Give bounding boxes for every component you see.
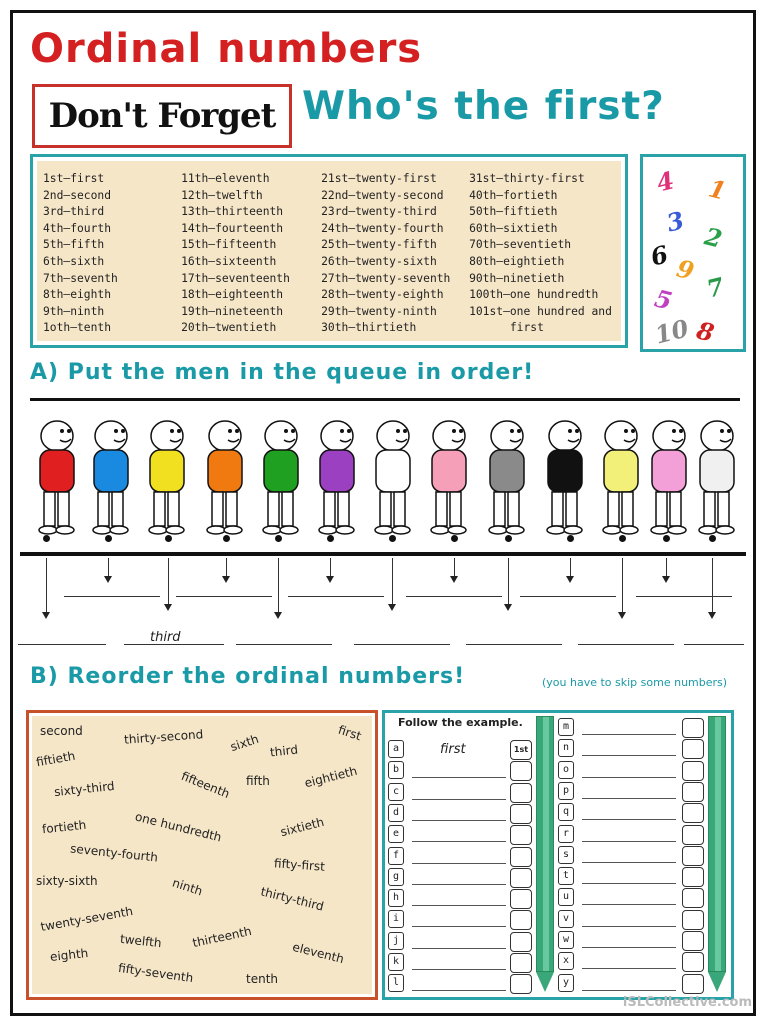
number-box[interactable] — [682, 825, 704, 845]
ordinal-entry: 17th—seventeenth — [181, 271, 290, 285]
word-bank-word: fiftieth — [35, 748, 77, 770]
word-bank-word: tenth — [246, 972, 279, 986]
queue-dot — [709, 535, 716, 542]
answer-line[interactable] — [582, 841, 676, 842]
word-bank-word: eleventh — [291, 939, 346, 967]
digit-3: 3 — [663, 205, 687, 238]
word-bank-word: sixtieth — [278, 814, 326, 840]
ordinal-entry: 20th—twentieth — [181, 321, 277, 335]
ordinal-entry: 5th—fifth — [43, 238, 105, 252]
queue-person — [32, 418, 82, 538]
letter-box-v: v — [558, 910, 574, 928]
watermark: iSLCollective.com — [622, 995, 752, 1010]
queue-arrow-line — [666, 558, 667, 576]
ordinal-entry: 2nd—second — [43, 188, 112, 202]
word-bank-word: eighth — [49, 946, 89, 964]
ordinal-entry: 11th—eleventh — [181, 172, 270, 185]
ordinal-entry: 60th—sixtieth — [469, 221, 558, 235]
arrow-down-icon — [104, 576, 112, 583]
answer-line[interactable] — [412, 863, 506, 864]
number-box[interactable] — [682, 803, 704, 823]
page-title: Ordinal numbers — [30, 26, 423, 72]
word-bank-word: thirty-second — [123, 727, 204, 747]
number-box[interactable] — [682, 867, 704, 887]
ordinal-entry: 1oth—tenth — [43, 321, 112, 335]
queue-arrow-line — [570, 558, 571, 576]
word-bank-word: twenty-seventh — [39, 903, 134, 935]
word-bank-word: sixty-sixth — [36, 874, 98, 888]
number-box[interactable] — [510, 910, 532, 930]
ordinal-entry: 50th—fiftieth — [469, 205, 558, 219]
ordinal-entry: 8th—eighth — [43, 288, 112, 302]
ordinal-entry: 9th—ninth — [43, 304, 105, 318]
section-b-note: (you have to skip some numbers) — [542, 676, 728, 689]
number-box[interactable] — [510, 761, 532, 781]
pencil-right-icon — [708, 716, 726, 972]
answer-blank-line[interactable] — [354, 644, 450, 645]
word-bank-box — [26, 710, 378, 1000]
answer-line[interactable] — [412, 884, 506, 885]
answer-line[interactable] — [582, 862, 676, 863]
ordinal-entry: 31st—thirty-first — [469, 172, 585, 185]
ordinal-entry: 22nd—twenty-second — [321, 188, 444, 202]
queue-arrow-line — [46, 558, 47, 612]
queue-dot — [451, 535, 458, 542]
queue-person — [86, 418, 136, 538]
ordinal-entry: 23rd—twenty-third — [321, 205, 437, 219]
number-box[interactable] — [510, 889, 532, 909]
answer-blank-line[interactable] — [64, 596, 160, 597]
letter-box-t: t — [558, 867, 574, 885]
queue-dot — [505, 535, 512, 542]
number-box[interactable] — [682, 782, 704, 802]
word-bank-word: eightieth — [303, 763, 359, 791]
answer-blank-line[interactable] — [520, 596, 616, 597]
number-box[interactable] — [682, 761, 704, 781]
letter-box-x: x — [558, 952, 574, 970]
number-box[interactable] — [682, 739, 704, 759]
ordinal-entry: 13th—thirteenth — [181, 205, 284, 219]
queue-person — [200, 418, 250, 538]
section-b-title: B) Reorder the ordinal numbers! — [30, 664, 466, 689]
answer-line[interactable] — [412, 777, 506, 778]
answer-line[interactable] — [412, 799, 506, 800]
answer-line[interactable] — [412, 820, 506, 821]
answer-line[interactable] — [582, 904, 676, 905]
answer-line[interactable] — [412, 948, 506, 949]
letter-box-e: e — [388, 825, 404, 843]
number-box[interactable] — [682, 718, 704, 738]
ordinal-entry: 101st—one hundred and — [469, 304, 612, 318]
ordinal-column-1 — [43, 171, 181, 337]
queue-person — [644, 418, 694, 538]
word-bank-word: sixty-third — [53, 778, 116, 800]
follow-example-label: Follow the example. — [398, 716, 523, 729]
word-bank-word: twelfth — [119, 931, 163, 951]
queue-person — [482, 418, 532, 538]
answer-blank-line[interactable] — [636, 596, 732, 597]
answer-line[interactable] — [582, 990, 676, 991]
answer-blank-line[interactable] — [406, 596, 502, 597]
queue-dot — [105, 535, 112, 542]
number-box[interactable] — [510, 825, 532, 845]
queue-person — [596, 418, 646, 538]
ordinal-reference-box — [30, 154, 628, 348]
digit-8: 8 — [693, 315, 717, 348]
ordinal-entry: 30th—thirtieth — [321, 321, 417, 335]
ordinal-entry: 16th—sixteenth — [181, 254, 277, 268]
letter-box-a: a — [388, 740, 404, 758]
digit-10: 10 — [651, 313, 692, 350]
queue-person — [540, 418, 590, 538]
queue-arrow-line — [330, 558, 331, 576]
queue-arrow-line — [168, 558, 169, 604]
ordinal-entry: 24th—twenty-fourth — [321, 221, 444, 235]
divider-top — [30, 398, 740, 401]
answer-blank-line[interactable] — [18, 644, 106, 645]
arrow-down-icon — [450, 576, 458, 583]
ordinal-entry: 14th—fourteenth — [181, 221, 284, 235]
example-answer-third: third — [150, 630, 181, 645]
answer-blank-line[interactable] — [466, 644, 562, 645]
ordinal-entry: 12th—twelfth — [181, 188, 263, 202]
letter-box-f: f — [388, 847, 404, 865]
queue-dot — [619, 535, 626, 542]
word-bank-word: seventy-fourth — [69, 841, 159, 865]
letter-box-o: o — [558, 761, 574, 779]
letter-box-m: m — [558, 718, 574, 736]
queue-dot — [223, 535, 230, 542]
word-bank-word: thirty-third — [259, 884, 326, 914]
answer-line[interactable] — [582, 819, 676, 820]
word-bank-word: ninth — [170, 875, 205, 899]
queue-person — [424, 418, 474, 538]
number-box[interactable] — [682, 931, 704, 951]
word-bank-word: first — [336, 722, 364, 744]
answer-line[interactable] — [412, 905, 506, 906]
queue-dot — [275, 535, 282, 542]
queue-arrow-line — [226, 558, 227, 576]
answer-blank-line[interactable] — [288, 596, 384, 597]
letter-box-j: j — [388, 932, 404, 950]
letter-box-g: g — [388, 868, 404, 886]
digit-4: 4 — [653, 165, 677, 198]
word-bank-word: fifty-first — [273, 856, 326, 874]
ordinal-entry: 19th—nineteenth — [181, 304, 284, 318]
ordinal-entry: 100th—one hundredth — [469, 288, 599, 302]
letter-box-r: r — [558, 825, 574, 843]
number-box[interactable] — [510, 847, 532, 867]
answer-line[interactable] — [582, 947, 676, 948]
word-bank — [32, 716, 372, 994]
arrow-down-icon — [504, 604, 512, 611]
word-bank-word: fifteenth — [179, 768, 232, 802]
queue-arrow-line — [508, 558, 509, 604]
word-bank-word: thirteenth — [191, 923, 253, 951]
word-bank-word: fifth — [246, 774, 270, 788]
ordinal-entry: 3rd—third — [43, 205, 105, 219]
letter-box-u: u — [558, 888, 574, 906]
answer-line[interactable] — [412, 841, 506, 842]
queue-dot — [389, 535, 396, 542]
ordinal-reference-inner — [37, 161, 621, 341]
ordinal-entry: 7th—seventh — [43, 271, 118, 285]
ordinal-entry: 25th—twenty-fifth — [321, 238, 437, 252]
ordinal-entry: 1st—first — [43, 172, 105, 185]
arrow-down-icon — [388, 604, 396, 611]
word-bank-word: one hundredth — [133, 809, 223, 845]
answer-line[interactable] — [582, 798, 676, 799]
queue-dot — [663, 535, 670, 542]
word-bank-word: second — [40, 724, 83, 738]
arrow-down-icon — [326, 576, 334, 583]
digit-5: 5 — [651, 283, 675, 316]
answer-line[interactable] — [412, 926, 506, 927]
letter-box-d: d — [388, 804, 404, 822]
queue-arrow-line — [278, 558, 279, 612]
queue-person — [312, 418, 362, 538]
queue-arrow-line — [108, 558, 109, 576]
answer-line[interactable] — [582, 777, 676, 778]
word-bank-word: third — [269, 742, 299, 760]
pencil-right-tip-icon — [708, 972, 726, 992]
number-box[interactable]: 1st — [510, 740, 532, 760]
letter-box-y: y — [558, 974, 574, 992]
arrow-down-icon — [618, 612, 626, 619]
ordinal-column-2 — [181, 171, 321, 337]
answer-blank-line[interactable] — [684, 644, 744, 645]
word-bank-word: fifty-seventh — [117, 960, 195, 986]
letter-box-c: c — [388, 783, 404, 801]
pencil-left-icon — [536, 716, 554, 972]
letter-box-h: h — [388, 889, 404, 907]
number-box[interactable] — [510, 932, 532, 952]
queue-person — [368, 418, 418, 538]
number-box[interactable] — [510, 804, 532, 824]
letter-box-l: l — [388, 974, 404, 992]
letter-box-k: k — [388, 953, 404, 971]
number-box[interactable] — [510, 953, 532, 973]
letter-box-w: w — [558, 931, 574, 949]
ordinal-entry: 6th—sixth — [43, 254, 105, 268]
digit-2: 2 — [701, 221, 725, 254]
word-bank-word: sixth — [228, 731, 261, 755]
arrow-down-icon — [274, 612, 282, 619]
example-word: first — [440, 742, 466, 757]
answer-line[interactable] — [582, 755, 676, 756]
ordinal-entry: 40th—fortieth — [469, 188, 558, 202]
ordinal-column-4 — [469, 171, 617, 337]
ordinal-entry: 21st—twenty-first — [321, 172, 437, 185]
answer-line[interactable] — [582, 734, 676, 735]
queue-arrow-line — [622, 558, 623, 612]
letter-box-n: n — [558, 739, 574, 757]
queue-person — [692, 418, 742, 538]
digit-6: 6 — [647, 239, 671, 272]
word-bank-word: fortieth — [41, 817, 87, 837]
queue-person — [142, 418, 192, 538]
number-box[interactable] — [510, 783, 532, 803]
queue-ground-line — [20, 552, 746, 556]
queue-arrow-line — [712, 558, 713, 612]
queue-arrow-line — [454, 558, 455, 576]
answer-blank-line[interactable] — [176, 596, 272, 597]
dont-forget-badge: Don't Forget — [32, 84, 292, 148]
ordinal-entry: 80th—eightieth — [469, 254, 565, 268]
answer-line[interactable] — [412, 990, 506, 991]
number-box[interactable] — [510, 868, 532, 888]
answer-line[interactable] — [582, 968, 676, 969]
ordinal-entry: 28th—twenty-eighth — [321, 288, 444, 302]
pencil-left-tip-icon — [536, 972, 554, 992]
letter-box-i: i — [388, 910, 404, 928]
answer-line[interactable] — [412, 969, 506, 970]
section-a-title: A) Put the men in the queue in order! — [30, 360, 535, 385]
ordinal-entry: 90th—ninetieth — [469, 271, 565, 285]
page-subtitle: Who's the first? — [302, 84, 665, 129]
queue-dot — [43, 535, 50, 542]
queue-dot — [327, 535, 334, 542]
arrow-down-icon — [566, 576, 574, 583]
answer-blank-line[interactable] — [578, 644, 674, 645]
number-box[interactable] — [682, 910, 704, 930]
answer-line[interactable] — [582, 926, 676, 927]
arrow-down-icon — [708, 612, 716, 619]
ordinal-entry: first — [469, 321, 544, 335]
queue-person — [256, 418, 306, 538]
letter-box-q: q — [558, 803, 574, 821]
arrow-down-icon — [42, 612, 50, 619]
ordinal-column-3 — [321, 171, 469, 337]
digit-1: 1 — [705, 173, 729, 206]
number-box[interactable] — [682, 846, 704, 866]
number-box[interactable] — [510, 974, 532, 994]
ordinal-entry: 18th—eighteenth — [181, 288, 284, 302]
colored-digits-box — [640, 154, 746, 352]
answer-blank-line[interactable] — [236, 644, 332, 645]
letter-box-b: b — [388, 761, 404, 779]
arrow-down-icon — [164, 604, 172, 611]
digit-7: 7 — [703, 271, 727, 304]
arrow-down-icon — [222, 576, 230, 583]
ordinal-entry: 15th—fifteenth — [181, 238, 277, 252]
number-box[interactable] — [682, 888, 704, 908]
ordinal-entry: 29th—twenty-ninth — [321, 304, 437, 318]
answer-line[interactable] — [582, 883, 676, 884]
letter-box-s: s — [558, 846, 574, 864]
queue-arrow-line — [392, 558, 393, 604]
ordinal-entry: 4th—fourth — [43, 221, 112, 235]
letter-box-p: p — [558, 782, 574, 800]
queue-dot — [567, 535, 574, 542]
number-box[interactable] — [682, 952, 704, 972]
digit-9: 9 — [673, 253, 697, 286]
queue-dot — [165, 535, 172, 542]
ordinal-entry: 26th—twenty-sixth — [321, 254, 437, 268]
number-box[interactable] — [682, 974, 704, 994]
arrow-down-icon — [662, 576, 670, 583]
ordinal-entry: 70th—seventieth — [469, 238, 572, 252]
ordinal-entry: 27th—twenty-seventh — [321, 271, 451, 285]
